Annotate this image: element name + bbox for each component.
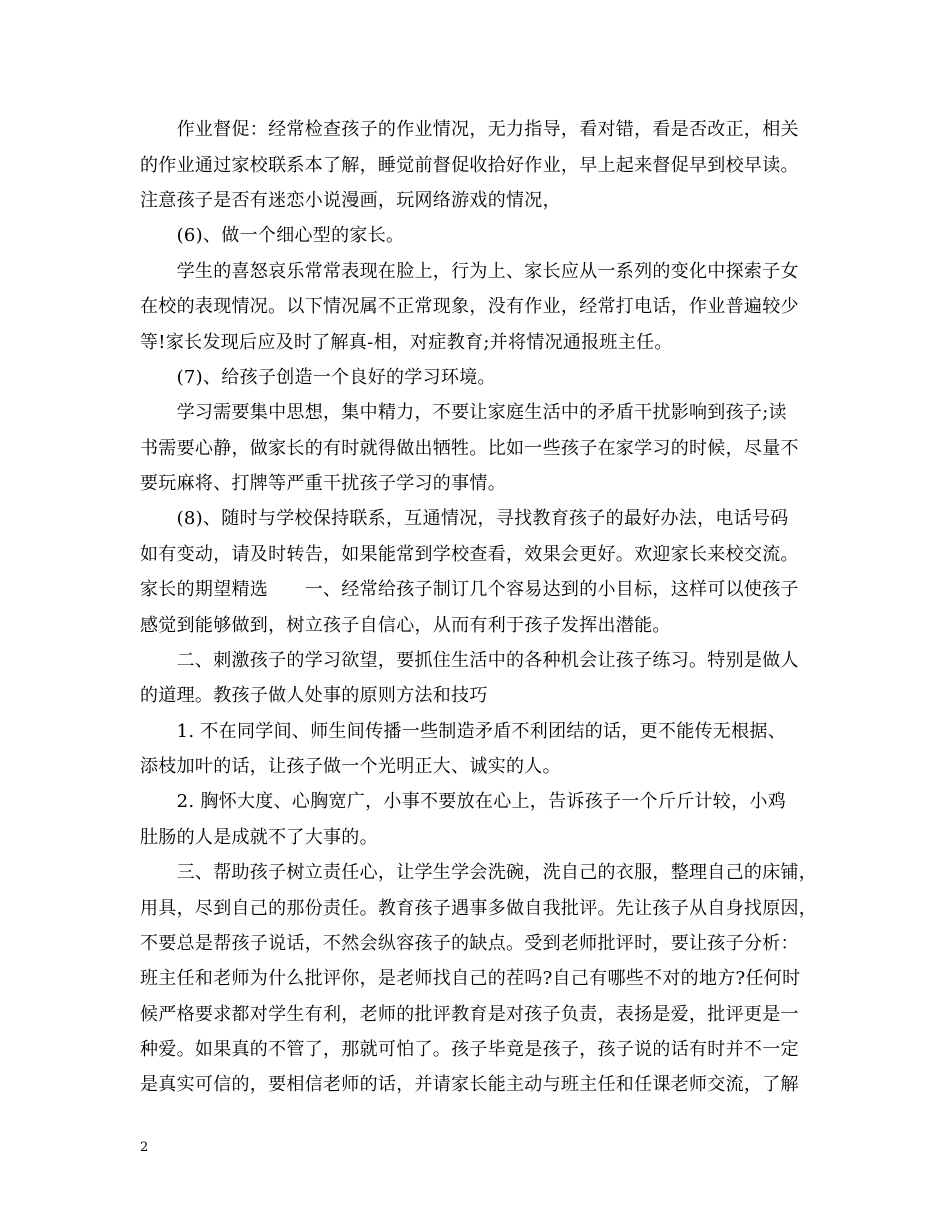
text-line: 的道理。教孩子做人处事的原则方法和技巧 — [140, 685, 488, 706]
text-line: 1. 不在同学间、师生间传播一些制造矛盾不利团结的话，更不能传无根据、 — [140, 721, 786, 742]
text-line: (7)、给孩子创造一个良好的学习环境。 — [140, 367, 496, 388]
text-line: 2. 胸怀大度、心胸宽广，小事不要放在心上，告诉孩子一个斤斤计较，小鸡 — [140, 791, 786, 812]
text-line: 是真实可信的，要相信老师的话，并请家长能主动与班主任和任课老师交流，了解 — [140, 1074, 799, 1095]
text-line: 家长的期望精选 一、经常给孩子制订几个容易达到的小目标，这样可以使孩子 — [140, 579, 799, 600]
text-line: (8)、随时与学校保持联系，互通情况，寻找教育孩子的最好办法，电话号码 — [140, 508, 789, 529]
text-line: 三、帮助孩子树立责任心，让学生学会洗碗，洗自己的衣服，整理自己的床铺， — [140, 862, 818, 883]
text-line: 注意孩子是否有迷恋小说漫画，玩网络游戏的情况， — [140, 190, 561, 211]
text-line: 添枝加叶的话，让孩子做一个光明正大、诚实的人。 — [140, 756, 561, 777]
text-line: 种爱。如果真的不管了，那就可怕了。孩子毕竟是孩子，孩子说的话有时并不一定 — [140, 1039, 799, 1060]
text-line: 等!家长发现后应及时了解真-相，对症教育;并将情况通报班主任。 — [140, 332, 673, 353]
text-line: 学生的喜怒哀乐常常表现在脸上，行为上、家长应从一系列的变化中探索子女 — [140, 261, 799, 282]
text-line: 不要总是帮孩子说话，不然会纵容孩子的缺点。受到老师批评时，要让孩子分析： — [140, 933, 799, 954]
text-line: 班主任和老师为什么批评你，是老师找自己的茬吗?自己有哪些不对的地方?任何时 — [140, 968, 801, 989]
text-line: 作业督促：经常检查孩子的作业情况，无力指导，看对错，看是否改正，相关 — [140, 119, 799, 140]
text-line: 二、刺激孩子的学习欲望，要抓住生活中的各种机会让孩子练习。特别是做人 — [140, 650, 799, 671]
text-line: 的作业通过家校联系本了解，睡觉前督促收拾好作业，早上起来督促早到校早读。 — [140, 155, 799, 176]
text-line: 书需要心静，做家长的有时就得做出牺牲。比如一些孩子在家学习的时候，尽量不 — [140, 438, 799, 459]
text-line: 如有变动，请及时转告，如果能常到学校查看，效果会更好。欢迎家长来校交流。 — [140, 544, 799, 565]
text-line: 肚肠的人是成就不了大事的。 — [140, 827, 378, 848]
text-line: 学习需要集中思想，集中精力，不要让家庭生活中的矛盾干扰影响到孩子;读 — [140, 402, 787, 423]
text-line: 候严格要求都对学生有利，老师的批评教育是对孩子负责，表扬是爱，批评更是一 — [140, 1004, 799, 1025]
text-line: 在校的表现情况。以下情况属不正常现象，没有作业，经常打电话，作业普遍较少 — [140, 296, 799, 317]
page-number: 2 — [140, 1140, 149, 1155]
text-line: (6)、做一个细心型的家长。 — [140, 225, 405, 246]
text-line: 用具，尽到自己的那份责任。教育孩子遇事多做自我批评。先让孩子从自身找原因， — [140, 898, 818, 919]
text-line: 要玩麻将、打牌等严重干扰孩子学习的事情。 — [140, 473, 506, 494]
text-line: 感觉到能够做到，树立孩子自信心，从而有利于孩子发挥出潜能。 — [140, 615, 671, 636]
